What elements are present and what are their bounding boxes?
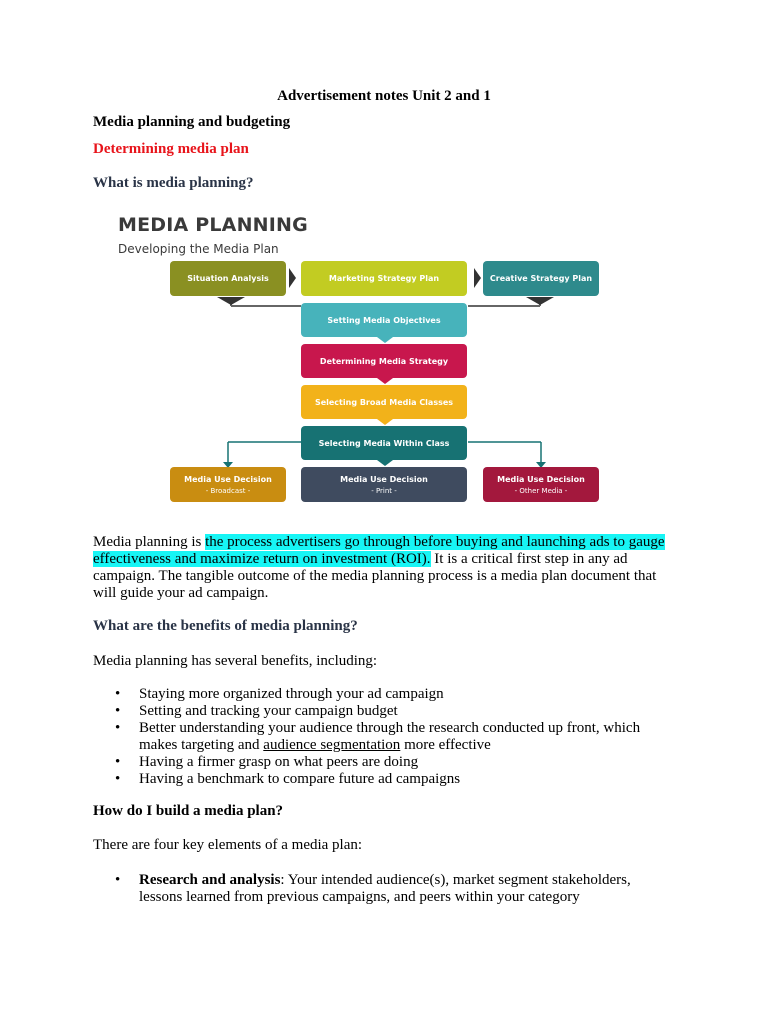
list-item [93,872,673,906]
box-media-strategy [301,344,467,378]
box-label: Media Use Decision [497,474,585,484]
box-label: Determining Media Strategy [319,356,449,366]
elements-list [93,872,673,906]
question-heading-what-is: What is media planning? [93,175,254,191]
question-heading-build: How do I build a media plan? [93,803,284,819]
arrow-right-1 [289,268,296,288]
definition-lead: Media planning is [93,534,206,550]
box-sublabel: - Broadcast - [205,486,251,495]
list-item: • Staying more organized through your ad campaign [93,686,673,703]
box-marketing-strategy [301,261,467,296]
diagram-subtitle: Developing the Media Plan [118,242,279,256]
box-label: Creative Strategy Plan [489,274,593,283]
box-sublabel: - Other Media - [514,486,568,495]
benefits-list [93,686,673,788]
box-media-within-class [301,426,467,460]
media-planning-diagram [113,208,608,508]
question-heading-benefits: What are the benefits of media planning? [93,618,358,634]
arrow-down-left [217,297,245,305]
definition-rest: It is a critical first step in any ad campaign. The tangible outcome of the media planning process is a media plan document that will guide your ad campaign. [93,551,657,601]
paragraph-definition [93,534,673,602]
box-broad-media-classes [301,385,467,419]
list-item-text: more effective [400,737,491,753]
list-item: • Setting and tracking your campaign budget [93,703,673,720]
element-term: Research and analysis [139,872,281,888]
box-creative-strategy [483,261,599,296]
box-decision-other [483,467,599,502]
box-label: Situation Analysis [187,274,269,283]
element-description: : Your intended audience(s), market segment stakeholders, lessons learned from previous campaigns, and peers within your category [139,872,631,905]
list-item: • Having a benchmark to compare future ad campaigns [93,771,673,788]
box-label: Media Use Decision [184,474,272,484]
list-item: • Having a firmer grasp on what peers are doing [93,754,673,771]
box-label: Setting Media Objectives [327,315,441,325]
box-label: Media Use Decision [340,474,428,484]
list-item [93,720,673,754]
box-sublabel: - Print - [371,486,397,495]
arrow-right-2 [474,268,481,288]
diagram-title: MEDIA PLANNING [118,214,308,236]
list-item-text: Better understanding your audience through the research conducted up front, which makes targeting and [139,720,641,753]
box-label: Marketing Strategy Plan [328,274,440,283]
box-situation-analysis [170,261,286,296]
audience-segmentation-link[interactable]: audience segmentation [263,737,401,753]
box-decision-broadcast [170,467,286,502]
paragraph-benefits-intro: Media planning has several benefits, including: [93,653,378,669]
definition-highlight: the process advertisers go through before buying and launching ads to gauge effectiveness and maximize return on investment (ROI). [93,534,665,567]
arrow-down-right [526,297,554,305]
document-title: Advertisement notes Unit 2 and 1 [277,88,491,104]
section-heading: Media planning and budgeting [93,114,291,130]
box-media-objectives [301,303,467,337]
paragraph-elements-intro: There are four key elements of a media plan: [93,837,363,853]
box-decision-print [301,467,467,502]
box-label: Selecting Media Within Class [318,438,450,448]
box-label: Selecting Broad Media Classes [314,397,454,407]
subsection-heading: Determining media plan [93,141,249,157]
